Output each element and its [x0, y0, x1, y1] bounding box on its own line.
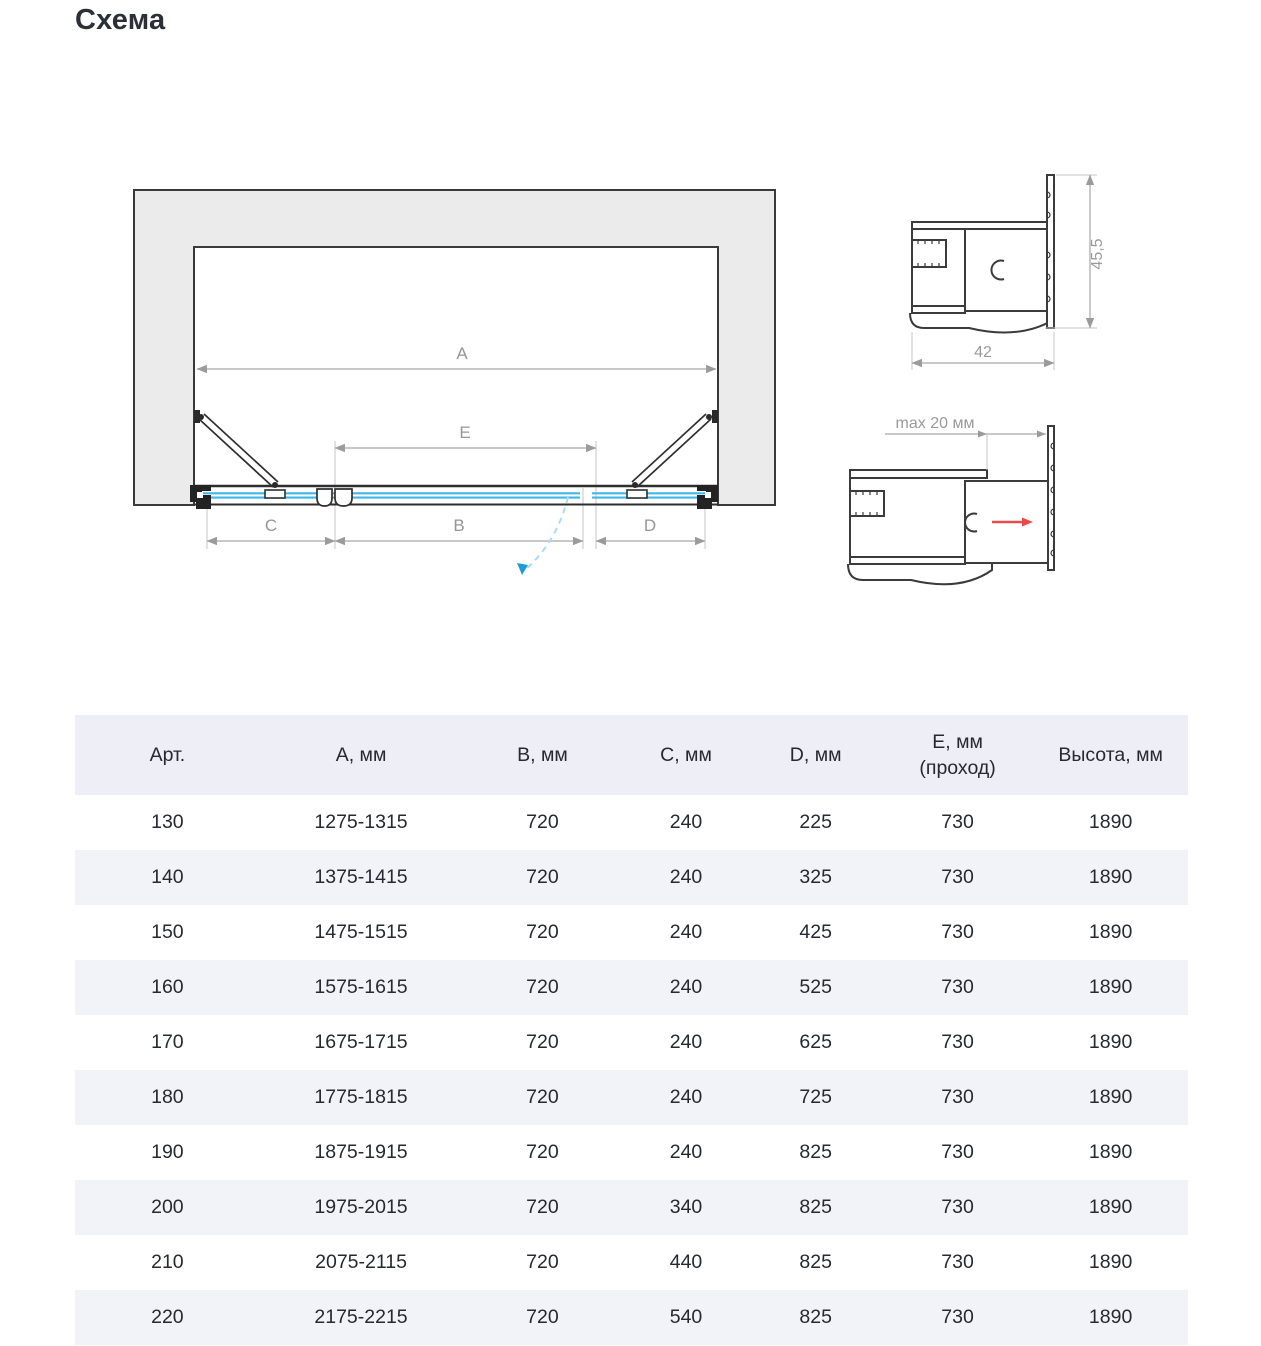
dim-label-45-5: 45,5: [1089, 238, 1106, 270]
table-cell: 340: [669, 1196, 703, 1218]
table-cell: 240: [669, 1141, 703, 1163]
dim-label-D: D: [643, 516, 657, 535]
table-cell: 240: [669, 811, 703, 833]
table-cell: 725: [799, 1086, 832, 1108]
table-cell: 1890: [1088, 1031, 1133, 1053]
dimension-C: [207, 516, 335, 541]
table-cell: 720: [526, 1196, 559, 1218]
table-cell: 240: [669, 866, 703, 888]
table-cell: 1375-1415: [314, 866, 408, 888]
table-cell: 150: [151, 921, 184, 943]
dim-label-C: C: [264, 516, 278, 535]
table-cell: 720: [526, 1086, 559, 1108]
table-cell: 540: [669, 1306, 703, 1328]
dim-label-max-20: max 20 мм: [895, 415, 975, 432]
table-cell: 825: [799, 1196, 832, 1218]
table-cell: 730: [941, 1251, 974, 1273]
size-table-section: [75, 715, 1188, 1345]
table-row: [75, 1180, 1188, 1235]
table-cell: 825: [799, 1141, 832, 1163]
profile-section-bottom: [820, 398, 1105, 600]
table-cell: 720: [526, 976, 559, 998]
header-row: [75, 715, 1188, 795]
profile-body: [910, 175, 1054, 333]
table-cell: 440: [669, 1251, 703, 1273]
table-cell: 730: [941, 976, 974, 998]
column-header-2: В, мм: [462, 715, 622, 795]
table-cell: 720: [526, 1306, 559, 1328]
brace-bracket-left: [265, 490, 285, 498]
table-row: [75, 905, 1188, 960]
table-cell: 1890: [1088, 1141, 1133, 1163]
table-cell: 1890: [1088, 1196, 1133, 1218]
table-cell: 220: [151, 1306, 184, 1328]
table-cell: 140: [151, 866, 184, 888]
table-cell: 825: [799, 1306, 832, 1328]
dimension-42: [912, 332, 1054, 370]
table-cell: 240: [669, 1031, 703, 1053]
table-cell: 2075-2115: [315, 1251, 407, 1273]
table-cell: 625: [799, 1031, 832, 1053]
table-cell: 720: [526, 1251, 559, 1273]
door-swing-arrowhead: [517, 563, 528, 575]
table-cell: 730: [941, 866, 974, 888]
column-header-1: А, мм: [260, 715, 463, 795]
dimension-A: [197, 344, 716, 369]
table-cell: 425: [799, 921, 832, 943]
support-brace-left: [194, 410, 278, 488]
column-header-3: С, мм: [623, 715, 750, 795]
table-cell: 1575-1615: [314, 976, 408, 998]
enclosure-top-view-diagram: [120, 170, 800, 595]
dimension-E: [335, 423, 596, 448]
table-row: [75, 795, 1188, 850]
dim-label-E: E: [459, 423, 471, 442]
table-row: [75, 1015, 1188, 1070]
table-row: [75, 1235, 1188, 1290]
table-row: [75, 960, 1188, 1015]
table-cell: 730: [941, 1196, 974, 1218]
dimension-max-20: [885, 415, 1046, 470]
table-cell: 730: [941, 811, 974, 833]
table-row: [75, 1125, 1188, 1180]
table-cell: 1890: [1088, 1306, 1133, 1328]
table-cell: 1475-1515: [314, 921, 408, 943]
table-cell: 325: [799, 866, 832, 888]
column-header-4: D, мм: [749, 715, 881, 795]
table-cell: 1890: [1088, 866, 1133, 888]
table-cell: 180: [151, 1086, 184, 1108]
table-cell: 210: [151, 1251, 184, 1273]
table-cell: 130: [151, 811, 184, 833]
table-cell: 200: [151, 1196, 184, 1218]
table-cell: 1275-1315: [314, 811, 408, 833]
column-header-6: Высота, мм: [1033, 715, 1188, 795]
table-cell: 720: [526, 1031, 559, 1053]
table-cell: 190: [151, 1141, 184, 1163]
column-header-0: Арт.: [75, 715, 260, 795]
table-cell: 240: [669, 921, 703, 943]
table-cell: 720: [526, 921, 559, 943]
table-cell: 1890: [1088, 1251, 1133, 1273]
table-cell: 730: [941, 1306, 974, 1328]
table-cell: 160: [151, 976, 184, 998]
dimension-D: [596, 516, 705, 541]
dim-label-42: 42: [974, 344, 992, 361]
size-table: [75, 715, 1188, 1345]
table-cell: 720: [526, 866, 559, 888]
table-cell: 720: [526, 1141, 559, 1163]
table-cell: 825: [799, 1251, 832, 1273]
table-cell: 1975-2015: [314, 1196, 408, 1218]
table-cell: 240: [669, 976, 703, 998]
table-cell: 1890: [1088, 811, 1133, 833]
table-cell: 1775-1815: [314, 1086, 408, 1108]
table-cell: 225: [799, 811, 832, 833]
page-title: Схема: [75, 4, 166, 36]
table-cell: 1890: [1088, 1086, 1133, 1108]
table-cell: 2175-2215: [314, 1306, 408, 1328]
dim-label-B: B: [453, 516, 465, 535]
table-cell: 1875-1915: [314, 1141, 408, 1163]
table-cell: 720: [526, 811, 559, 833]
brace-bracket-right: [627, 490, 647, 498]
table-cell: 1890: [1088, 976, 1133, 998]
column-header-5: Е, мм (проход): [882, 715, 1033, 795]
table-cell: 1675-1715: [314, 1031, 408, 1053]
table-cell: 730: [941, 921, 974, 943]
table-row: [75, 850, 1188, 905]
table-row: [75, 1070, 1188, 1125]
table-cell: 730: [941, 1141, 974, 1163]
table-cell: 170: [151, 1031, 184, 1053]
size-table-body: [75, 795, 1188, 1345]
size-table-head: [75, 715, 1188, 795]
table-cell: 1890: [1088, 921, 1133, 943]
table-cell: 525: [799, 976, 832, 998]
table-cell: 730: [941, 1086, 974, 1108]
table-cell: 240: [669, 1086, 703, 1108]
wall-outline: [134, 190, 775, 505]
profile-body: [848, 426, 1054, 584]
door-swing-arc: [517, 497, 568, 575]
profile-section-top: [885, 162, 1115, 380]
dim-label-A: A: [456, 344, 468, 363]
dimension-B: [335, 516, 583, 541]
table-row: [75, 1290, 1188, 1345]
table-cell: 730: [941, 1031, 974, 1053]
support-brace-right: [632, 410, 718, 488]
